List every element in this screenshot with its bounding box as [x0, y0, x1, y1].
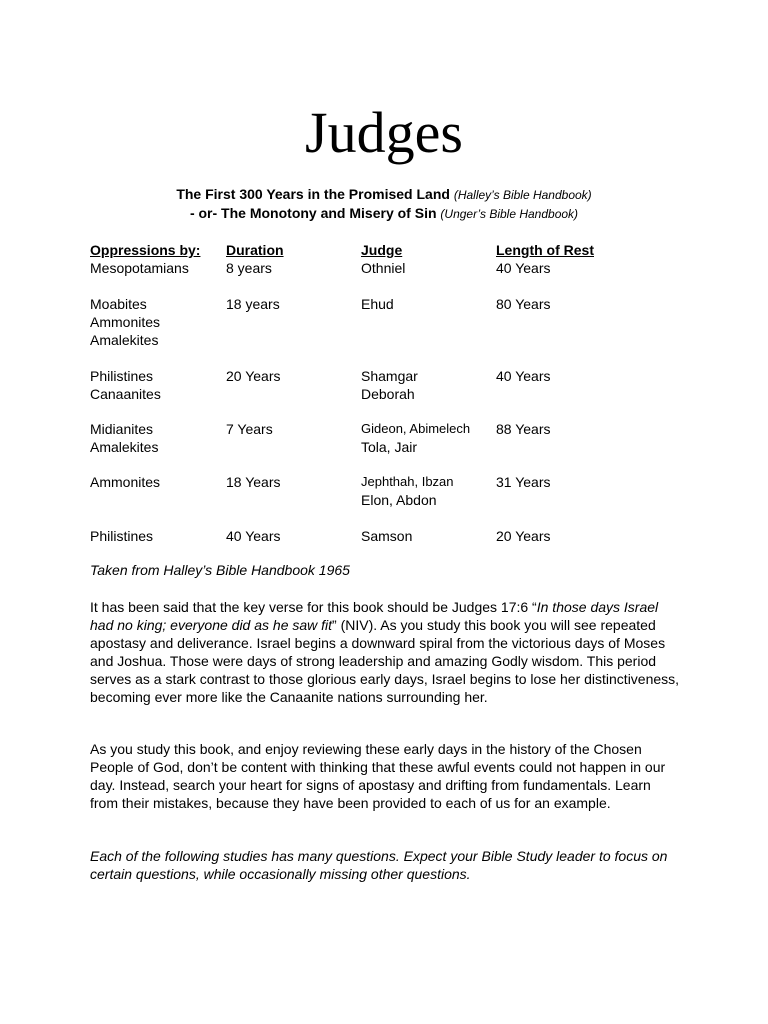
duration-cell [226, 420, 361, 456]
oppressor-cell [90, 473, 226, 509]
paragraph-2: As you study this book, and enjoy reviewing these early days in the history of the Chosen People of God, don’t be content with thinking that these awful events could not happen in our day. Instead, search your heart for signs of apostasy and drifting from fundamentals. Learn from their mistakes, because they have been provided to each of us for an example. [90, 741, 666, 811]
judge-cell-line: Elon, Abdon [361, 492, 437, 508]
rest-cell [496, 367, 650, 403]
source-note: Taken from Halley’s Bible Handbook 1965 [90, 562, 350, 578]
subtitle-2 [0, 205, 768, 223]
table-row [90, 367, 650, 403]
rest-cell-line: 40 Years [496, 368, 551, 384]
paragraph-1-quote: In those days Israel had no king; everyone did as he saw fit [90, 599, 659, 633]
duration-cell-line: 8 years [226, 260, 272, 276]
header-duration: Duration [226, 242, 284, 258]
subtitle-1 [0, 186, 768, 204]
rest-cell [496, 295, 650, 349]
header-oppressions: Oppressions by: [90, 242, 201, 258]
header-judge: Judge [361, 242, 403, 258]
duration-cell-line: 20 Years [226, 368, 281, 384]
duration-cell [226, 295, 361, 349]
judge-cell [361, 259, 496, 277]
oppressor-cell-line: Ammonites [90, 314, 161, 330]
oppressor-cell-line: Mesopotamians [90, 260, 189, 276]
oppressor-cell-line: Amalekites [90, 332, 159, 348]
table-body [90, 259, 650, 545]
oppressor-cell [90, 295, 226, 349]
duration-cell-line: 18 Years [226, 474, 281, 490]
rest-cell-line: 31 Years [496, 474, 551, 490]
oppressor-cell-line: Ammonites [90, 474, 161, 490]
judge-cell-line: Shamgar [361, 368, 418, 384]
judge-cell-line: Othniel [361, 260, 406, 276]
subtitle-2-main: - or- The Monotony and Misery of Sin [189, 205, 437, 221]
judge-cell-line: Deborah [361, 386, 415, 402]
oppressor-cell [90, 259, 226, 277]
oppressions-table [90, 241, 650, 545]
judge-cell [361, 420, 496, 456]
duration-cell-line: 40 Years [226, 528, 281, 544]
rest-cell [496, 420, 650, 456]
header-rest: Length of Rest [496, 242, 594, 258]
subtitle-1-source: (Halley’s Bible Handbook) [453, 188, 592, 202]
table-row [90, 295, 650, 349]
table-row [90, 473, 650, 509]
oppressor-cell-line: Canaanites [90, 386, 161, 402]
judge-cell [361, 295, 496, 349]
rest-cell-line: 88 Years [496, 421, 551, 437]
paragraph-1-rest: ” (NIV). As you study this book you will see repeated apostasy and deliverance. Israel begins a downward spiral from the victorious days of Moses and Joshua. Those were days of strong leadership and amazing Godly wisdom. This period serves as a stark contrast to those glorious early days, Israel begins to lose her distinctiveness, becoming ever more like the Canaanite nations surrounding her. [90, 617, 680, 705]
judge-cell-line: Samson [361, 528, 413, 544]
duration-cell [226, 259, 361, 277]
paragraph-3: Each of the following studies has many questions. Expect your Bible Study leader to focus on certain questions, while occasionally missing other questions. [90, 848, 668, 882]
judge-cell [361, 367, 496, 403]
duration-cell [226, 367, 361, 403]
page-title: Judges [305, 100, 463, 165]
judge-cell-line: Ehud [361, 296, 394, 312]
paragraph-1-lead: It has been said that the key verse for this book should be Judges 17:6 “ [90, 599, 537, 615]
table-row [90, 420, 650, 456]
duration-cell-line: 7 Years [226, 421, 273, 437]
duration-cell [226, 527, 361, 545]
rest-cell-line: 80 Years [496, 296, 551, 312]
table-header-row [90, 241, 650, 259]
rest-cell [496, 473, 650, 509]
oppressor-cell-line: Midianites [90, 421, 154, 437]
judge-cell-line: Gideon, Abimelech [361, 421, 471, 436]
oppressor-cell-line: Philistines [90, 528, 154, 544]
rest-cell-line: 40 Years [496, 260, 551, 276]
duration-cell [226, 473, 361, 509]
subtitle-1-main: The First 300 Years in the Promised Land [176, 186, 450, 202]
judge-cell [361, 527, 496, 545]
paragraph-1 [90, 598, 680, 706]
oppressor-cell [90, 367, 226, 403]
oppressor-cell-line: Philistines [90, 368, 154, 384]
oppressor-cell-line: Moabites [90, 296, 147, 312]
table-row [90, 527, 650, 545]
judge-cell-line: Tola, Jair [361, 439, 418, 455]
duration-cell-line: 18 years [226, 296, 280, 312]
subtitle-2-source: (Unger’s Bible Handbook) [440, 207, 579, 221]
judge-cell [361, 473, 496, 509]
oppressor-cell [90, 420, 226, 456]
rest-cell [496, 527, 650, 545]
oppressor-cell-line: Amalekites [90, 439, 159, 455]
rest-cell-line: 20 Years [496, 528, 551, 544]
table-row [90, 259, 650, 277]
rest-cell [496, 259, 650, 277]
oppressor-cell [90, 527, 226, 545]
judge-cell-line: Jephthah, Ibzan [361, 474, 454, 489]
